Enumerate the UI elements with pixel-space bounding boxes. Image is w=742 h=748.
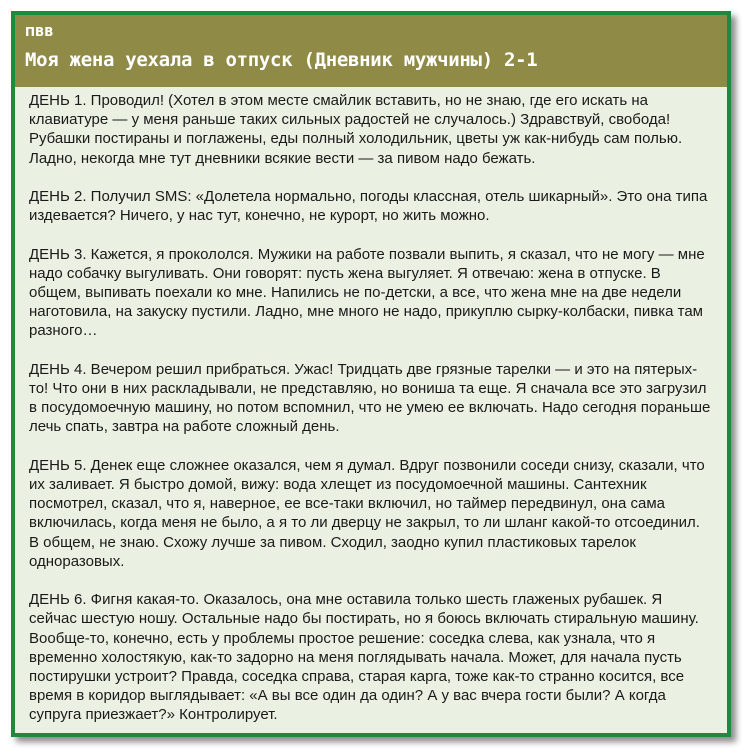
article-header bbox=[15, 15, 727, 87]
diary-entry-day-1: ДЕНЬ 1. Проводил! (Хотел в этом месте смайлик вставить, но не знаю, где его искать на клавиатуре — у меня раньше таких сильных радостей не случалось.) Здравствуй, свобода! Рубашки постираны и поглажены, еды полный холодильник, цветы уж как-нибудь сам полью. Ладно, некогда мне тут дневники всякие вести — за пивом надо бежать. bbox=[29, 92, 683, 167]
diary-entry-day-2: ДЕНЬ 2. Получил SMS: «Долетела нормально, погоды классная, отель шикарный». Это она типа издевается? Ничего, у нас тут, конечно, не курорт, но жить можно. bbox=[29, 188, 708, 225]
author-tag: ПВВ bbox=[25, 25, 54, 39]
article-body bbox=[29, 91, 713, 744]
diary-entry-day-6: ДЕНЬ 6. Фигня какая-то. Оказалось, она мне оставила только шесть глаженых рубашек. Я сейчас шестую ношу. Остальные надо бы постирать, но я боюсь включать стиральную машину. Вообще-то, конечно, есть у проблемы простое решение: соседка слева, как узнала, что я временно холостякую, как-то задорно на меня поглядывать начала. Может, для начала пусть постирушки устроит? Правда, соседка справа, старая карга, тоже как-то странно косится, все время в коридор выглядывает: «А вы все один да один? А у вас вчера гости были? А когда супруга приезжает?» Контролирует. bbox=[29, 591, 699, 724]
article-frame bbox=[11, 11, 731, 737]
article-title: Моя жена уехала в отпуск (Дневник мужчины) 2-1 bbox=[25, 49, 538, 71]
diary-entry-day-3: ДЕНЬ 3. Кажется, я прокололся. Мужики на работе позвали выпить, я сказал, что не могу — мне надо собачку выгуливать. Они говорят: пусть жена выгуляет. Я отвечаю: жена в отпуске. В общем, выпивать поехали ко мне. Напились не по-детски, а все, что жена мне на две недели наготовила, на закуску пустили. Ладно, мне много не надо, прикуплю сырку-колбаски, пивка там разного… bbox=[29, 245, 705, 340]
diary-entry-day-4: ДЕНЬ 4. Вечером решил прибраться. Ужас! Тридцать две грязные тарелки — и это на пятерых-то! Что они в них раскладывали, не представляю, но вониша та еще. Я сначала все это загрузил в посудомоечную машину, но потом вспомнил, что не умею ее включать. Надо сегодня пораньше лечь спать, завтра на работе сложный день. bbox=[29, 360, 711, 436]
diary-entry-day-5: ДЕНЬ 5. Денек еще сложнее оказался, чем я думал. Вдруг позвонили соседи снизу, сказали, что их заливает. Я быстро домой, вижу: вода хлещет из посудомоечной машины. Сантехник посмотрел, сказал, что я, наверное, ее все-таки включил, но таймер передвинул, она сама включилась, когда меня не было, а я то ли дверцу не закрыл, то ли шланг какой-то отсоединил. В общем, не знаю. Схожу лучше за пивом. Сходил, заодно купил пластиковых тарелок одноразовых. bbox=[29, 456, 705, 570]
